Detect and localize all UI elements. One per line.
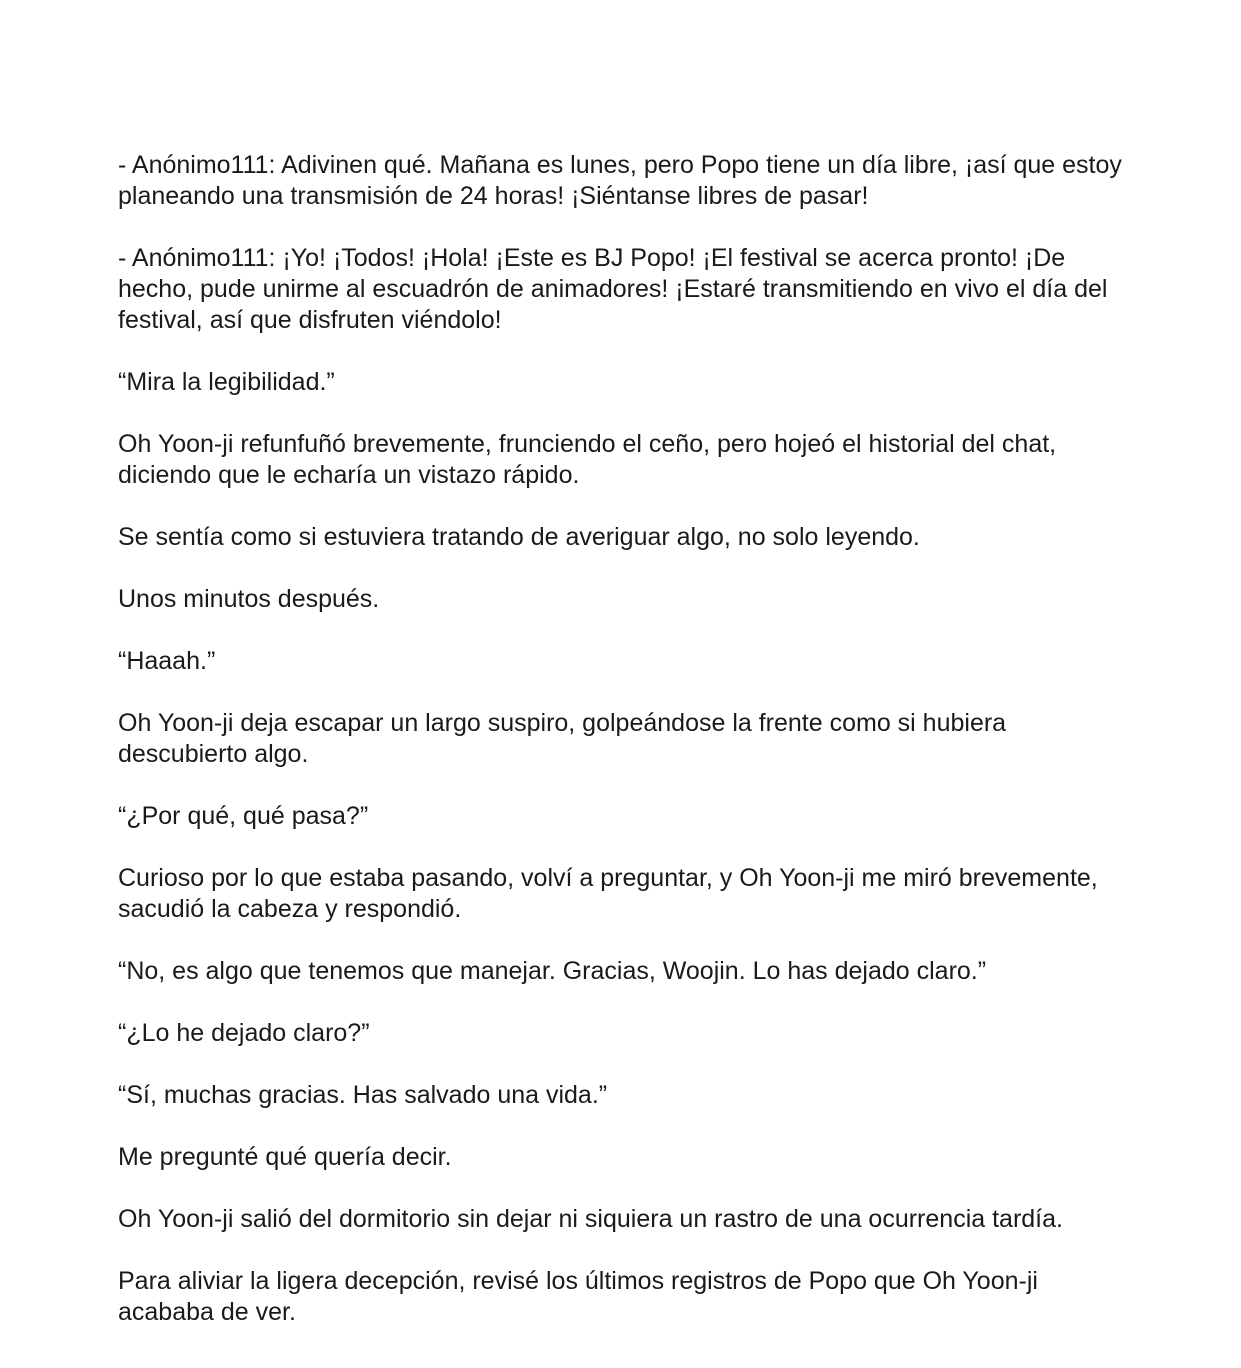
paragraph-6: Unos minutos después. xyxy=(118,585,380,613)
chat-message-1: - Anónimo111: Adivinen qué. Mañana es lunes, pero Popo tiene un día libre, ¡así que estoy planeando una transmisión de 24 horas! ¡Siéntanse libres de pasar! xyxy=(118,151,1122,210)
paragraph-10: Curioso por lo que estaba pasando, volví a preguntar, y Oh Yoon-ji me miró brevemente, sacudió la cabeza y respondió. xyxy=(118,864,1098,923)
paragraph-5: Se sentía como si estuviera tratando de averiguar algo, no solo leyendo. xyxy=(118,523,920,551)
paragraph-15: Oh Yoon-ji salió del dormitorio sin dejar ni siquiera un rastro de una ocurrencia tardía. xyxy=(118,1205,1063,1233)
paragraph-3: “Mira la legibilidad.” xyxy=(118,368,335,396)
document-body xyxy=(118,150,1128,1359)
paragraph-16: Para aliviar la ligera decepción, revisé los últimos registros de Popo que Oh Yoon-ji acababa de ver. xyxy=(118,1267,1038,1326)
paragraph-8: Oh Yoon-ji deja escapar un largo suspiro, golpeándose la frente como si hubiera descubierto algo. xyxy=(118,709,1007,768)
paragraph-13: “Sí, muchas gracias. Has salvado una vida.” xyxy=(118,1081,608,1109)
chat-message-2: - Anónimo111: ¡Yo! ¡Todos! ¡Hola! ¡Este es BJ Popo! ¡El festival se acerca pronto! ¡De hecho, pude unirme al escuadrón de animadores! ¡Estaré transmitiendo en vivo el día del festival, así que disfruten viéndolo! xyxy=(118,244,1108,334)
paragraph-11: “No, es algo que tenemos que manejar. Gracias, Woojin. Lo has dejado claro.” xyxy=(118,957,987,985)
paragraph-12: “¿Lo he dejado claro?” xyxy=(118,1019,370,1047)
paragraph-9: “¿Por qué, qué pasa?” xyxy=(118,802,369,830)
paragraph-7: “Haaah.” xyxy=(118,647,216,675)
paragraph-4: Oh Yoon-ji refunfuñó brevemente, frunciendo el ceño, pero hojeó el historial del chat, diciendo que le echaría un vistazo rápido. xyxy=(118,430,1057,489)
paragraph-14: Me pregunté qué quería decir. xyxy=(118,1143,452,1171)
